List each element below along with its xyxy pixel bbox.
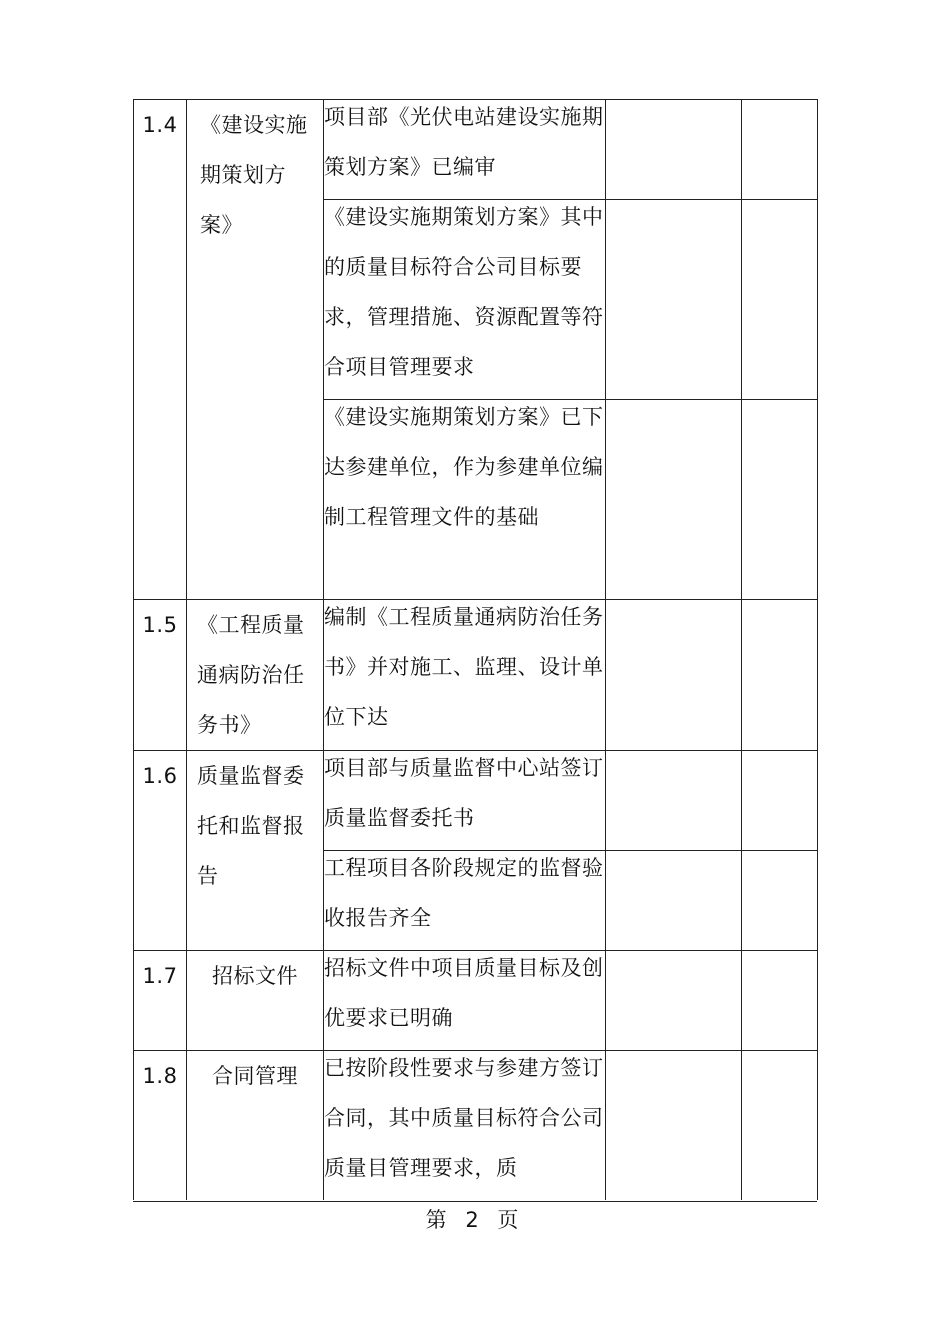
- requirement-text: 工程项目各阶段规定的监督验收报告齐全: [324, 856, 604, 930]
- requirement-text: 编制《工程质量通病防治任务书》并对施工、监理、设计单位下达: [324, 605, 604, 729]
- row-number: 1.5: [134, 600, 187, 751]
- check-item: [187, 600, 324, 751]
- requirement-text: 《建设实施期策划方案》已下达参建单位，作为参建单位编制工程管理文件的基础: [324, 405, 604, 529]
- result-cell: [606, 751, 742, 851]
- table-row: [134, 951, 818, 1051]
- requirement-cell: [324, 200, 606, 400]
- requirement-text: 项目部与质量监督中心站签订质量监督委托书: [324, 756, 604, 830]
- row-number: 1.4: [134, 100, 187, 600]
- requirement-cell: [324, 851, 606, 951]
- requirement-cell: [324, 951, 606, 1051]
- requirement-cell: [324, 600, 606, 751]
- requirement-text: 《建设实施期策划方案》其中的质量目标符合公司目标要求，管理措施、资源配置等符合项目管理要求: [324, 205, 604, 379]
- check-item-text: 《工程质量通病防治任务书》: [197, 613, 305, 737]
- requirement-cell: [324, 400, 606, 600]
- result-cell: [606, 851, 742, 951]
- requirement-cell: [324, 751, 606, 851]
- row-number: 1.6: [134, 751, 187, 951]
- requirement-text: 招标文件中项目质量目标及创优要求已明确: [324, 956, 604, 1030]
- table-row: [134, 751, 818, 851]
- result-cell: [606, 200, 742, 400]
- requirement-cell: [324, 100, 606, 200]
- check-item: [187, 951, 324, 1051]
- remark-cell: [742, 951, 818, 1051]
- table-row: [134, 1051, 818, 1200]
- remark-cell: [742, 751, 818, 851]
- result-cell: [606, 600, 742, 751]
- result-cell: [606, 100, 742, 200]
- check-item-text: 招标文件: [212, 964, 298, 988]
- result-cell: [606, 1051, 742, 1200]
- remark-cell: [742, 100, 818, 200]
- remark-cell: [742, 1051, 818, 1200]
- requirement-cell: [324, 1051, 606, 1200]
- table-row: [134, 600, 818, 751]
- table-row: [134, 100, 818, 200]
- check-item-text: 质量监督委托和监督报告: [197, 764, 305, 888]
- remark-cell: [742, 600, 818, 751]
- requirement-text: 已按阶段性要求与参建方签订合同，其中质量目标符合公司质量目管理要求，质: [324, 1056, 604, 1180]
- row-number: 1.8: [134, 1051, 187, 1200]
- check-item: [187, 100, 324, 600]
- check-item-text: 合同管理: [212, 1064, 298, 1088]
- remark-cell: [742, 200, 818, 400]
- result-cell: [606, 951, 742, 1051]
- check-item: [187, 751, 324, 951]
- quality-checklist-table: [133, 99, 818, 1200]
- check-item: [187, 1051, 324, 1200]
- remark-cell: [742, 400, 818, 600]
- page-footer: 第 2 页: [425, 1208, 525, 1232]
- table-bottom-border: [133, 1201, 817, 1202]
- result-cell: [606, 400, 742, 600]
- check-item-text: 《建设实施期策划方案》: [200, 113, 308, 237]
- row-number: 1.7: [134, 951, 187, 1051]
- remark-cell: [742, 851, 818, 951]
- requirement-text: 项目部《光伏电站建设实施期策划方案》已编审: [324, 105, 604, 179]
